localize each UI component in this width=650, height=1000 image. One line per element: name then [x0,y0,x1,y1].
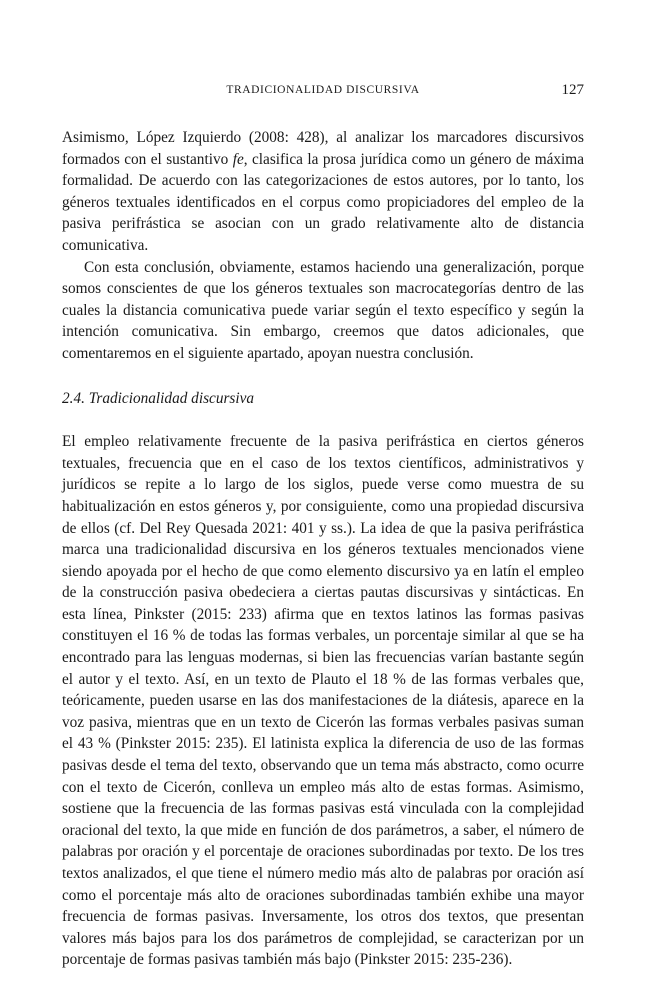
running-header [62,84,584,104]
paragraph-3: El empleo relativamente frecuente de la pasiva perifrástica en ciertos géneros textuales, frecuencia que en el caso de los textos científicos, administrativos y jurídicos se repite a lo largo de los siglos, puede verse como muestra de su habitualización en estos géneros y, por consiguiente, como una propiedad discursiva de ellos (cf. Del Rey Quesada 2021: 401 y ss.). La idea de que la pasiva perifrástica marca una tradicionalidad discursiva en los géneros textuales mencionados viene siendo apoyada por el hecho de que como elemento discursivo ya en latín el empleo de la construcción pasiva obedeciera a ciertas pautas discursivas y sintácticas. En esta línea, Pinkster (2015: 233) afirma que en textos latinos las formas pasivas constituyen el 16 % de todas las formas verbales, un porcentaje similar al que se ha encontrado para las lenguas modernas, si bien las frecuencias varían bastante según el autor y el texto. Así, en un texto de Plauto el 18 % de las formas verbales que, teóricamente, pueden usarse en las dos manifestaciones de la diátesis, aparece en la voz pasiva, mientras que en un texto de Cicerón las formas verbales pasivas suman el 43 % (Pinkster 2015: 235). El latinista explica la diferencia de uso de las formas pasivas desde el tema del texto, observando que un tema más abstracto, como ocurre con el texto de Cicerón, conlleva un empleo más alto de estas formas. Asimismo, sostiene que la frecuencia de las formas pasivas está vinculada con la complejidad oracional del texto, la que mide en función de dos parámetros, a saber, el número de palabras por oración y el porcentaje de oraciones subordinadas por texto. De los tres textos analizados, el que tiene el número medio más alto de palabras por oración así como el porcentaje más alto de oraciones subordinadas también exhibe una mayor frecuencia de formas pasivas. Inversamente, los otros dos textos, que presentan valores más bajos para los dos parámetros de complejidad, se caracterizan por un porcentaje de formas pasivas también más bajo (Pinkster 2015: 235-236). [62,433,584,969]
paragraph-1-text-a: Asimismo, López Izquierdo (2008: 428), al analizar los marcadores discursivos formados con el sustantivo [62,129,584,168]
page-number: 127 [561,82,584,98]
paragraph-2: Con esta conclusión, obviamente, estamos haciendo una generalización, porque somos conscientes de que los géneros textuales son macrocategorías dentro de las cuales la distancia comunicativa puede variar según el texto específico y según la intención comunicativa. Sin embargo, creemos que datos adicionales, que comentaremos en el siguiente apartado, apoyan nuestra conclusión. [62,258,584,362]
body-text [62,127,584,971]
running-title: TRADICIONALIDAD DISCURSIVA [226,84,420,96]
paragraph-1-text-b: , clasifica la prosa jurídica como un género de máxima formalidad. De acuerdo con las categorizaciones de estos autores, por lo tanto, los géneros textuales identificados en el corpus como propiciadores del empleo de la pasiva perifrástica se asocian con un grado relativamente alto de distancia comunicativa. [62,150,584,254]
paragraph-1 [62,127,584,257]
italic-term: fe [232,150,244,168]
section-heading: 2.4. Tradicionalidad discursiva [62,389,255,407]
